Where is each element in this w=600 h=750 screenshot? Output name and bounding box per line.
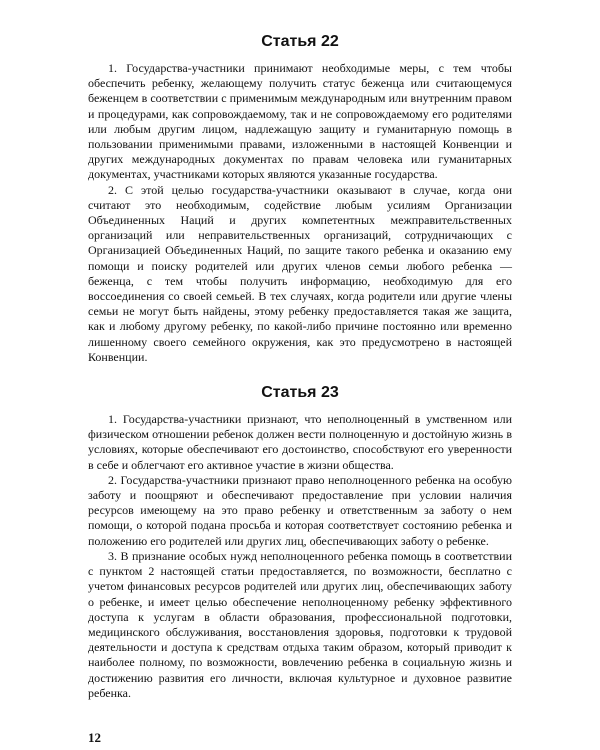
page-content bbox=[88, 32, 512, 701]
article-22-paragraph-2: 2. С этой целью государства-участники оказывают в случае, когда они считают это необходимым, содействие любым усилиям Организации Объединенных Наций и других компетентных межправительственных организаций или неправительственных организаций, сотрудничающих с Организацией Объединенных Наций, по защите такого ребенка и оказанию ему помощи и поиску родителей или других членов семьи любого ребенка — беженца, с тем чтобы получить информацию, необходимую для его воссоединения со своей семьей. В тех случаях, когда родители или другие члены семьи не могут быть найдены, этому ребенку предоставляется такая же защита, как и любому другому ребенку, по какой-либо причине постоянно или временно лишенному своего семейного окружения, как это предусмотрено в настоящей Конвенции. bbox=[88, 182, 512, 364]
article-22-paragraph-1: 1. Государства-участники принимают необходимые меры, с тем чтобы обеспечить ребенку, желающему получить статус беженца или считающемуся беженцем в соответствии с применимым международным или внутренним правом и процедурами, как сопровождаемому, так и не сопровождаемому его родителями или любым другим лицом, надлежащую защиту и гуманитарную помощь в пользовании применимыми правами, изложенными в настоящей Конвенции и других международных документах по правам человека или гуманитарных документах, участниками которых являются указанные государства. bbox=[88, 61, 512, 182]
article-23-paragraph-1: 1. Государства-участники признают, что неполноценный в умственном или физическом отношении ребенок должен вести полноценную и достойную жизнь в условиях, которые обеспечивают его достоинство, способствуют его уверенности в себе и облегчают его активное участие в жизни общества. bbox=[88, 412, 512, 472]
article-23-paragraph-2: 2. Государства-участники признают право неполноценного ребенка на особую заботу и поощряют и обеспечивают предоставление при условии наличия ресурсов имеющему на это право ребенку и ответственным за заботу о нем помощи, о которой подана просьба и которая соответствует состоянию ребенка и положению его родителей или других лиц, обеспечивающих заботу о ребенке. bbox=[88, 472, 512, 548]
page-number: 12 bbox=[88, 730, 101, 745]
article-22 bbox=[88, 32, 512, 365]
article-22-title: Статья 22 bbox=[261, 33, 339, 50]
article-23-title: Статья 23 bbox=[261, 384, 339, 402]
article-23 bbox=[88, 383, 512, 701]
article-23-paragraph-3: 3. В признание особых нужд неполноценного ребенка помощь в соответствии с пунктом 2 настоящей статьи предоставляется, по возможности, бесплатно с учетом финансовых ресурсов родителей или других лиц, обеспечивающих заботу о ребенке, и имеет целью обеспечение неполноценному ребенку эффективного доступа к услугам в области образования, профессиональной подготовки, медицинского обслуживания, восстановления здоровья, подготовки к трудовой деятельности и доступа к средствам отдыха таким образом, который приводит к наиболее полному, по возможности, вовлечению ребенка в социальную жизнь и достижению развития его личности, включая культурное и духовное развитие ребенка. bbox=[88, 548, 512, 700]
